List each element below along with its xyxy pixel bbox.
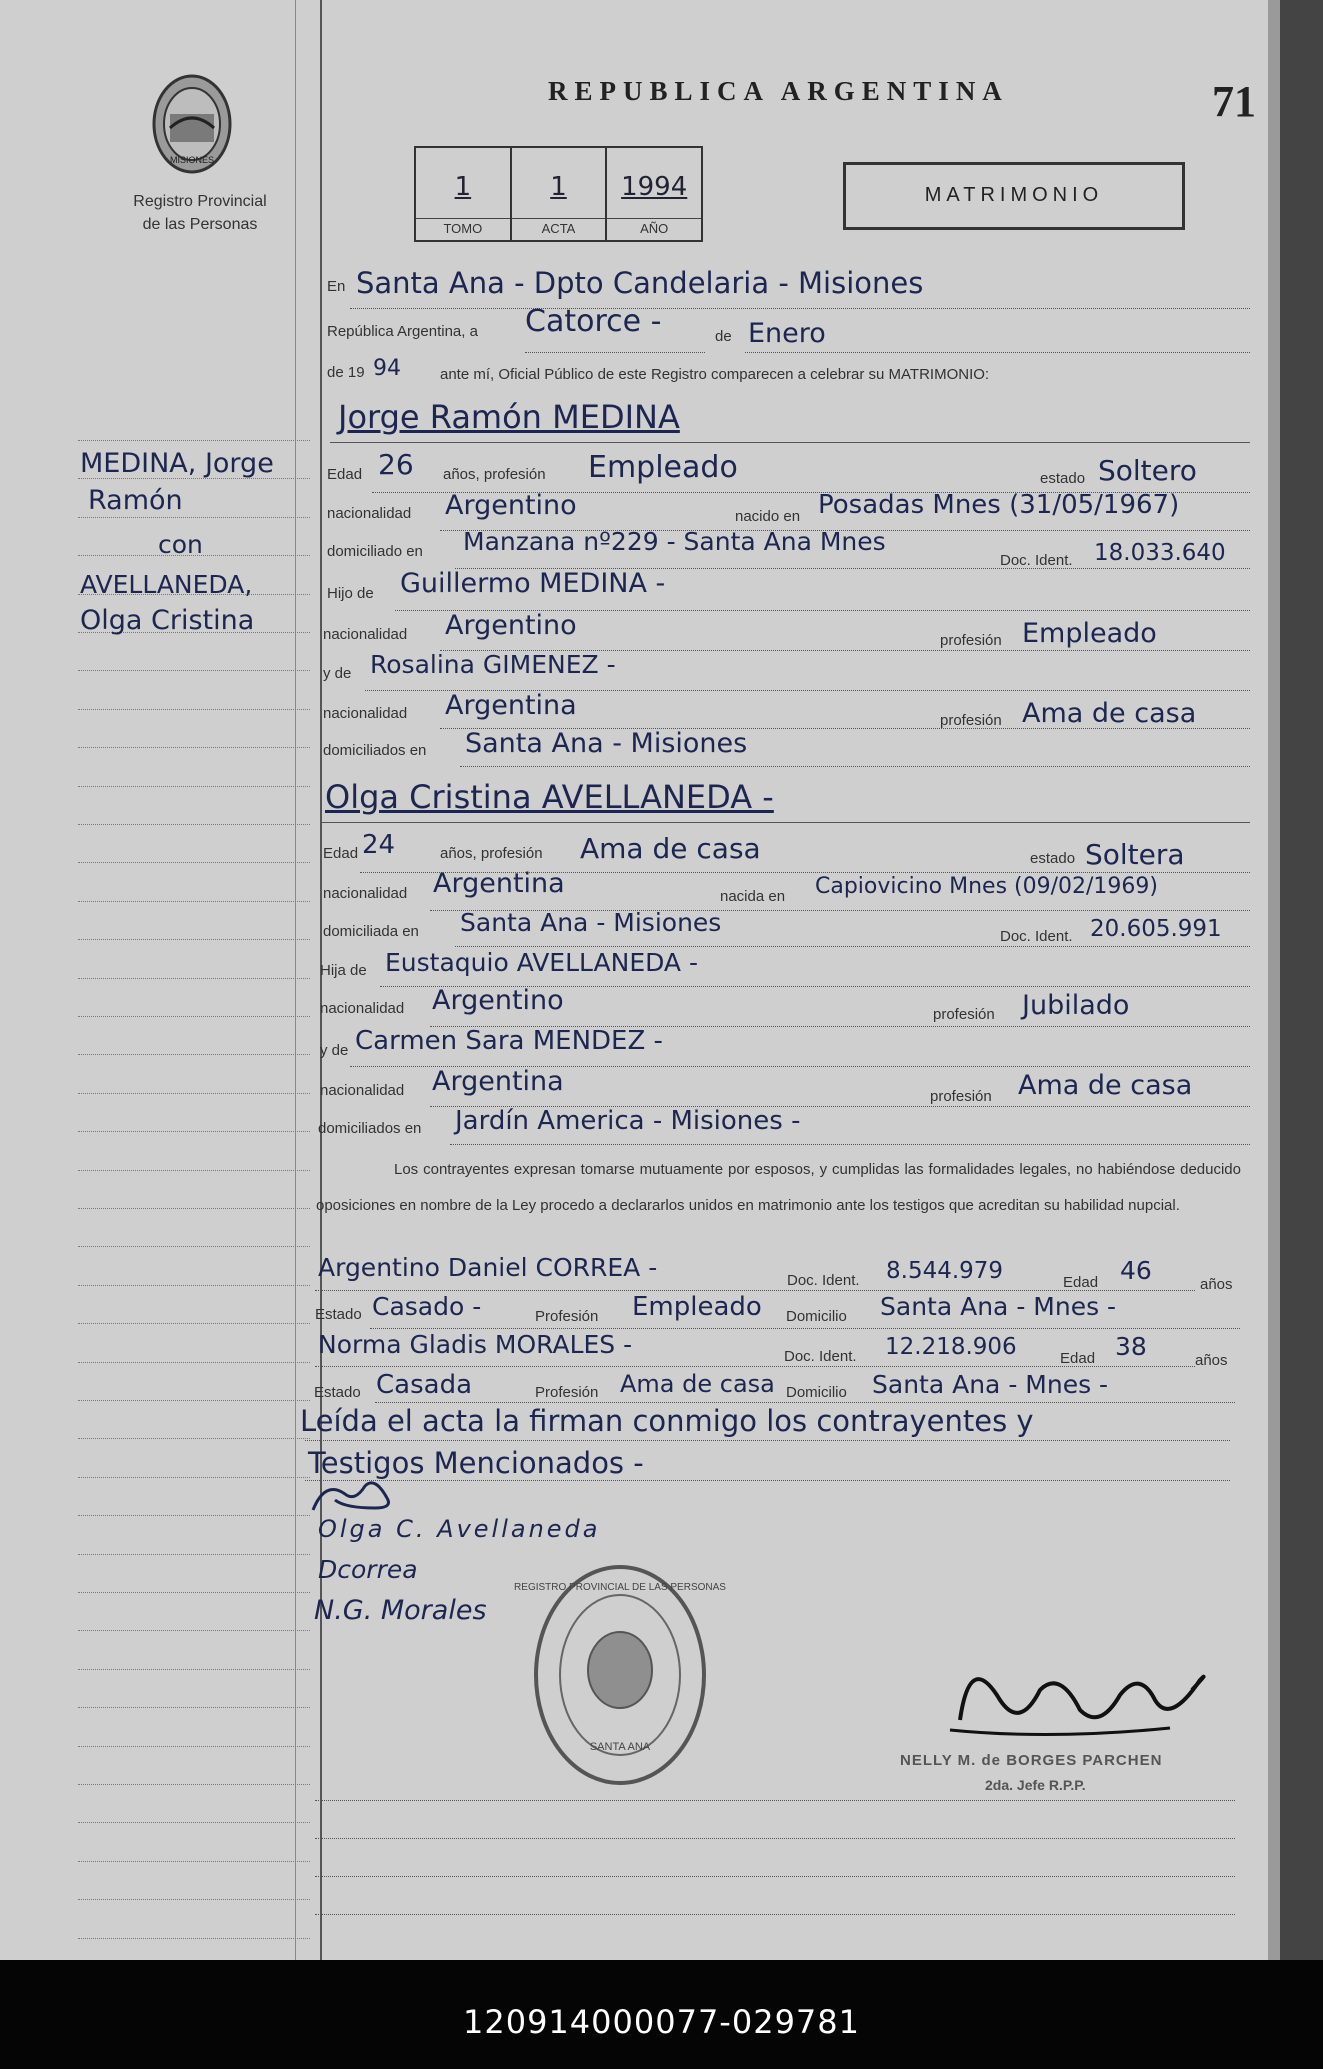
margin-rule	[78, 1554, 310, 1555]
witness1-anos-label: años	[1200, 1276, 1233, 1293]
bride-edad-label: Edad	[323, 845, 359, 862]
witness2-signature: N.G. Morales	[314, 1595, 487, 1626]
body-rule	[315, 1838, 1235, 1839]
de-month-label: de	[715, 328, 732, 345]
witness1-prof-label: Profesión	[535, 1308, 599, 1325]
bride-hija-label: Hija de	[320, 962, 367, 979]
groom-m-nac-label: nacionalidad	[323, 705, 408, 722]
acta-cell	[512, 148, 608, 240]
official-role: 2da. Jefe R.P.P.	[985, 1777, 1086, 1793]
day-value: Catorce -	[525, 304, 662, 339]
groom-pdom-line	[460, 766, 1250, 767]
provincial-seal-icon	[148, 70, 236, 178]
margin-rule	[78, 1746, 310, 1747]
groom-pdom: Santa Ana - Misiones	[465, 728, 748, 759]
groom-name-line	[330, 442, 1250, 443]
bride-f-nac: Argentino	[432, 985, 564, 1016]
margin-rule	[78, 1400, 310, 1401]
witness2-estado-line	[375, 1402, 1235, 1403]
bride-pdom-line	[450, 1144, 1250, 1145]
witness1-edad-label: Edad	[1063, 1274, 1099, 1291]
bride-mother: Carmen Sara MENDEZ -	[355, 1026, 663, 1056]
groom-father: Guillermo MEDINA -	[400, 568, 666, 599]
groom-pdom-label: domiciliados en	[323, 742, 427, 759]
place-line	[350, 308, 1250, 309]
groom-doc: 18.033.640	[1094, 540, 1226, 566]
margin-rule	[78, 747, 310, 748]
groom-nac-label: nacionalidad	[327, 505, 412, 522]
witness2-estado: Casada	[376, 1370, 473, 1400]
bride-prof: Ama de casa	[580, 832, 761, 865]
witness1-estado: Casado -	[372, 1292, 482, 1321]
margin-rule	[78, 1362, 310, 1363]
official-stamp-icon	[514, 1560, 726, 1790]
bride-estado-label: estado	[1030, 850, 1076, 867]
bride-yde-label: y de	[320, 1042, 349, 1059]
margin-divider	[320, 0, 322, 1960]
day-line	[525, 352, 705, 353]
bride-f-prof: Jubilado	[1022, 990, 1130, 1021]
ano-value: 1994	[621, 172, 688, 202]
seal-text: MISIONES	[169, 155, 215, 165]
witness1-estado-line	[370, 1328, 1240, 1329]
witness1-name: Argentino Daniel CORREA -	[318, 1253, 658, 1282]
witness1-name-line	[315, 1290, 1195, 1291]
witness2-name: Norma Gladis MORALES -	[318, 1330, 633, 1359]
registry-name	[100, 190, 300, 236]
tomo-label: TOMO	[416, 218, 510, 236]
bride-nac: Argentina	[433, 868, 565, 899]
bride-doc: 20.605.991	[1090, 916, 1222, 942]
groom-f-prof-label: profesión	[940, 632, 1002, 649]
official-signature-icon	[930, 1640, 1230, 1750]
margin-rule	[78, 1054, 310, 1055]
witness2-prof-label: Profesión	[535, 1384, 599, 1401]
margin-rule	[78, 1438, 310, 1439]
groom-edad: 26	[378, 448, 414, 481]
acta-label: ACTA	[512, 218, 606, 236]
witness1-estado-label: Estado	[315, 1306, 362, 1323]
margin-rule	[78, 709, 310, 710]
margin-rule	[78, 901, 310, 902]
witness2-dom-label: Domicilio	[786, 1384, 847, 1401]
groom-name: Jorge Ramón MEDINA	[338, 398, 680, 436]
margin-rule	[78, 1093, 310, 1094]
margin-rule	[78, 824, 310, 825]
groom-dom-label: domiciliado en	[327, 543, 423, 560]
bride-f-prof-label: profesión	[933, 1006, 995, 1023]
margin-rule	[78, 1784, 310, 1785]
witness1-dom-label: Domicilio	[786, 1308, 847, 1325]
country-title: REPUBLICA ARGENTINA	[548, 76, 1009, 106]
tomo-value: 1	[454, 172, 472, 202]
place-value: Santa Ana - Dpto Candelaria - Misiones	[356, 266, 924, 300]
bride-name: Olga Cristina AVELLANEDA -	[325, 778, 774, 816]
witness2-dom: Santa Ana - Mnes -	[872, 1370, 1109, 1399]
year-suffix: 94	[373, 356, 401, 381]
groom-edad-label: Edad	[327, 466, 363, 483]
bride-pdom: Jardín America - Misiones -	[455, 1106, 801, 1136]
groom-hijo-label: Hijo de	[327, 585, 374, 602]
margin-rule	[78, 1592, 310, 1593]
margin-rule	[78, 1822, 310, 1823]
bride-pdom-label: domiciliados en	[318, 1120, 422, 1137]
margin-rule	[78, 1707, 310, 1708]
groom-estado: Soltero	[1098, 454, 1197, 487]
margin-rule	[78, 939, 310, 940]
witness1-edad: 46	[1120, 1256, 1152, 1285]
margin-rule	[78, 517, 310, 518]
groom-yde-label: y de	[323, 665, 352, 682]
margin-rule	[78, 1899, 310, 1900]
margin-note-line-3: con	[158, 530, 203, 559]
closing-line-2: Testigos Mencionados -	[308, 1446, 644, 1480]
scan-barcode: 120914000077-029781	[462, 2003, 860, 2041]
bride-father: Eustaquio AVELLANEDA -	[385, 948, 699, 977]
margin-rule	[78, 1630, 310, 1631]
registry-line-2: de las Personas	[142, 216, 258, 233]
body-rule	[315, 1914, 1235, 1915]
margin-rule	[78, 1323, 310, 1324]
witness1-signature: Dcorrea	[318, 1555, 418, 1584]
bride-doc-label: Doc. Ident.	[1000, 928, 1073, 945]
bride-edad: 24	[362, 830, 396, 860]
margin-note-line-4: AVELLANEDA,	[80, 570, 253, 599]
groom-dom: Manzana nº229 - Santa Ana Mnes	[463, 527, 886, 556]
groom-prof-label: años, profesión	[443, 466, 546, 483]
bride-nac-label: nacionalidad	[323, 885, 408, 902]
bride-m-nac: Argentina	[432, 1066, 564, 1097]
witness1-doc-label: Doc. Ident.	[787, 1272, 860, 1289]
bride-m-prof-label: profesión	[930, 1088, 992, 1105]
closing-line-1-rule	[305, 1440, 1230, 1441]
month-line	[745, 352, 1250, 353]
witness2-anos-label: años	[1195, 1352, 1228, 1369]
binding-edge-dark	[1280, 0, 1323, 1960]
witness2-doc: 12.218.906	[885, 1334, 1017, 1360]
witness2-edad: 38	[1115, 1332, 1147, 1361]
groom-f-prof: Empleado	[1022, 618, 1157, 649]
witness2-edad-label: Edad	[1060, 1350, 1096, 1367]
bride-m-nac-label: nacionalidad	[320, 1082, 405, 1099]
groom-f-nac-label: nacionalidad	[323, 626, 408, 643]
bride-nacida-label: nacida en	[720, 888, 786, 905]
page-number: 71	[1212, 77, 1256, 126]
closing-line-1: Leída el acta la firman conmigo los contrayentes y	[300, 1404, 1034, 1438]
groom-m-prof-label: profesión	[940, 712, 1002, 729]
bride-nacida: Capiovicino Mnes (09/02/1969)	[815, 874, 1158, 899]
document-type-box: MATRIMONIO	[843, 162, 1185, 230]
ano-cell	[607, 148, 701, 240]
bride-m-prof: Ama de casa	[1018, 1070, 1193, 1101]
margin-rule	[78, 440, 310, 441]
margin-rule	[78, 1208, 310, 1209]
margin-rule	[78, 670, 310, 671]
witness1-doc: 8.544.979	[886, 1258, 1004, 1284]
ano-label: AÑO	[607, 218, 701, 236]
closing-line-2-rule	[305, 1480, 1230, 1481]
margin-note-line-5: Olga Cristina	[80, 605, 255, 636]
bride-dom-line	[455, 946, 1250, 947]
groom-m-prof: Ama de casa	[1022, 698, 1197, 729]
bride-dom-label: domiciliada en	[323, 923, 419, 940]
official-name: NELLY M. de BORGES PARCHEN	[900, 1752, 1163, 1769]
groom-nacido-label: nacido en	[735, 508, 801, 525]
republica-label: República Argentina, a	[327, 323, 478, 340]
month-value: Enero	[748, 318, 826, 349]
groom-m-nac: Argentina	[445, 690, 577, 721]
margin-note-line-2: Ramón	[88, 485, 183, 516]
margin-rule	[78, 862, 310, 863]
groom-nacido: Posadas Mnes (31/05/1967)	[818, 490, 1180, 520]
witness2-name-line	[315, 1366, 1195, 1367]
margin-rule	[78, 786, 310, 787]
bride-name-line	[320, 822, 1250, 823]
ante-text: ante mí, Oficial Público de este Registro comparecen a celebrar su MATRIMONIO:	[440, 366, 990, 383]
witness1-prof: Empleado	[632, 1292, 762, 1322]
margin-rule	[78, 1170, 310, 1171]
margin-rule	[78, 1016, 310, 1017]
bride-estado: Soltera	[1085, 838, 1185, 871]
witness2-prof: Ama de casa	[620, 1370, 775, 1398]
groom-mother: Rosalina GIMENEZ -	[370, 650, 616, 679]
declaration-text: Los contrayentes expresan tomarse mutuamente por esposos, y cumplidas las formalidades legales, no habiéndose deducido oposiciones en nombre de la Ley procedo a declararlos unidos en matrimonio ante los testigos que acreditan su habilidad nupcial.	[316, 1161, 1241, 1214]
margin-rule	[78, 1131, 310, 1132]
witness1-dom: Santa Ana - Mnes -	[880, 1292, 1117, 1321]
tomo-cell	[416, 148, 512, 240]
body-rule	[315, 1876, 1235, 1877]
margin-note-line-1: MEDINA, Jorge	[80, 448, 274, 479]
stamp-place: SANTA ANA	[589, 1741, 651, 1753]
bride-f-nac-label: nacionalidad	[320, 1000, 405, 1017]
body-rule	[315, 1800, 1235, 1801]
groom-nac: Argentino	[445, 490, 577, 521]
margin-rule	[78, 1477, 310, 1478]
bride-dom: Santa Ana - Misiones	[460, 908, 722, 937]
groom-doc-label: Doc. Ident.	[1000, 552, 1073, 569]
acta-value: 1	[550, 172, 567, 202]
margin-rule	[78, 1669, 310, 1670]
margin-rule	[78, 1285, 310, 1286]
margin-rule	[78, 1246, 310, 1247]
registry-line-1: Registro Provincial	[133, 193, 267, 210]
margin-rule	[78, 1515, 310, 1516]
witness2-doc-label: Doc. Ident.	[784, 1348, 857, 1365]
stamp-text: REGISTRO PROVINCIAL DE LAS PERSONAS	[514, 1582, 726, 1593]
margin-rule	[78, 1861, 310, 1862]
groom-f-nac: Argentino	[445, 610, 577, 641]
year-prefix: de 19	[327, 364, 365, 381]
margin-divider-inner	[295, 0, 296, 1960]
witness2-estado-label: Estado	[314, 1384, 361, 1401]
groom-prof: Empleado	[588, 450, 738, 485]
bride-signature: Olga C. Avellaneda	[318, 1515, 601, 1543]
margin-rule	[78, 978, 310, 979]
margin-rule	[78, 1938, 310, 1939]
en-label: En	[327, 278, 346, 295]
tomo-acta-ano-box	[414, 146, 703, 242]
groom-estado-label: estado	[1040, 470, 1086, 487]
bride-prof-label: años, profesión	[440, 845, 543, 862]
